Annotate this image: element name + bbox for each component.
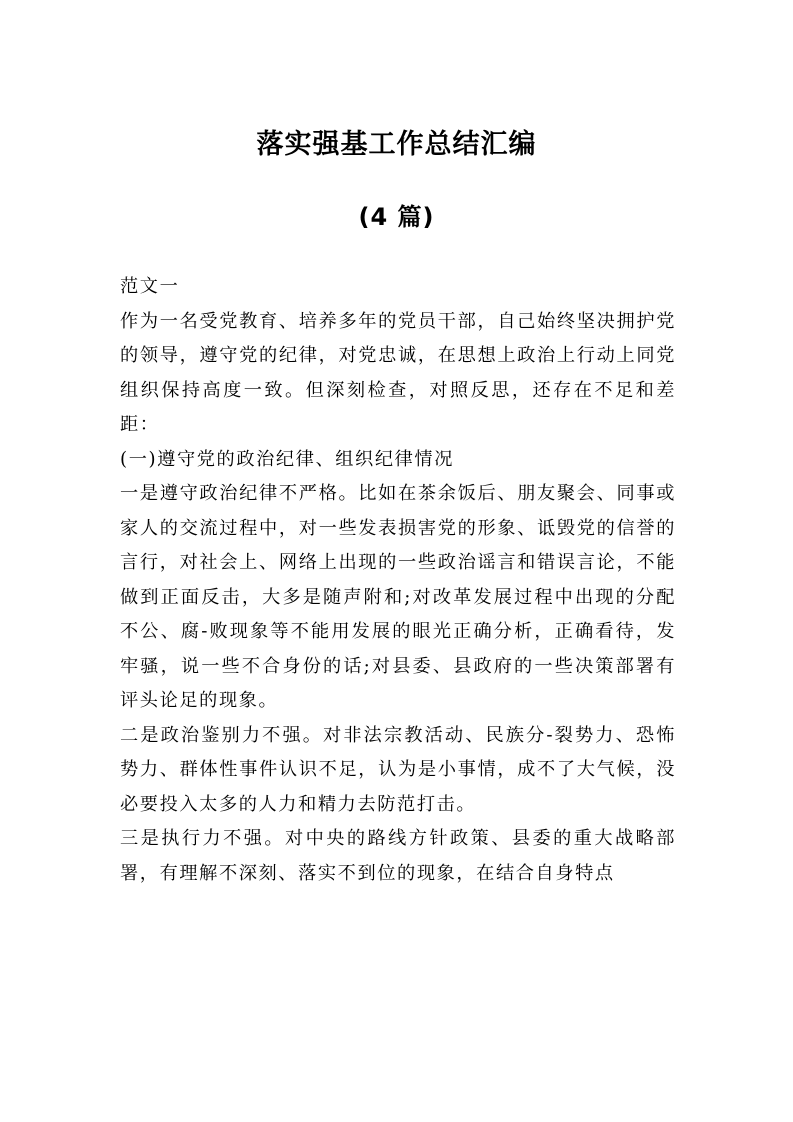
point-one-paragraph: 一是遵守政治纪律不严格。比如在茶余饭后、朋友聚会、同事或家人的交流过程中，对一些发表损害党的形象、诋毁党的信誉的言行，对社会上、网络上出现的一些政治谣言和错误言论，不能做到正面反击，大多是随声附和;对改革发展过程中出现的分配不公、腐-败现象等不能用发展的眼光正确分析，正确看待，发牢骚，说一些不合身份的话;对县委、县政府的一些决策部署有评头论足的现象。 — [120, 483, 676, 711]
intro-paragraph: 作为一名受党教育、培养多年的党员干部，自己始终坚决拥护党的领导，遵守党的纪律，对党忠诚，在思想上政治上行动上同党组织保持高度一致。但深刻检查，对照反思，还存在不足和差距： — [120, 310, 676, 435]
section-label: 范文一 — [120, 276, 180, 297]
document-title: 落实强基工作总结汇编 — [256, 129, 537, 160]
document-body — [120, 270, 676, 891]
document-subtitle: (4 篇) — [358, 203, 435, 231]
point-two-paragraph: 二是政治鉴别力不强。对非法宗教活动、民族分-裂势力、恐怖势力、群体性事件认识不足，认为是小事情，成不了大气候，没必要投入太多的人力和精力去防范打击。 — [120, 724, 676, 815]
section-heading: (一)遵守党的政治纪律、组织纪律情况 — [120, 448, 454, 470]
point-three-paragraph: 三是执行力不强。对中央的路线方针政策、县委的重大战略部署，有理解不深刻、落实不到位的现象，在结合自身特点 — [120, 828, 676, 884]
